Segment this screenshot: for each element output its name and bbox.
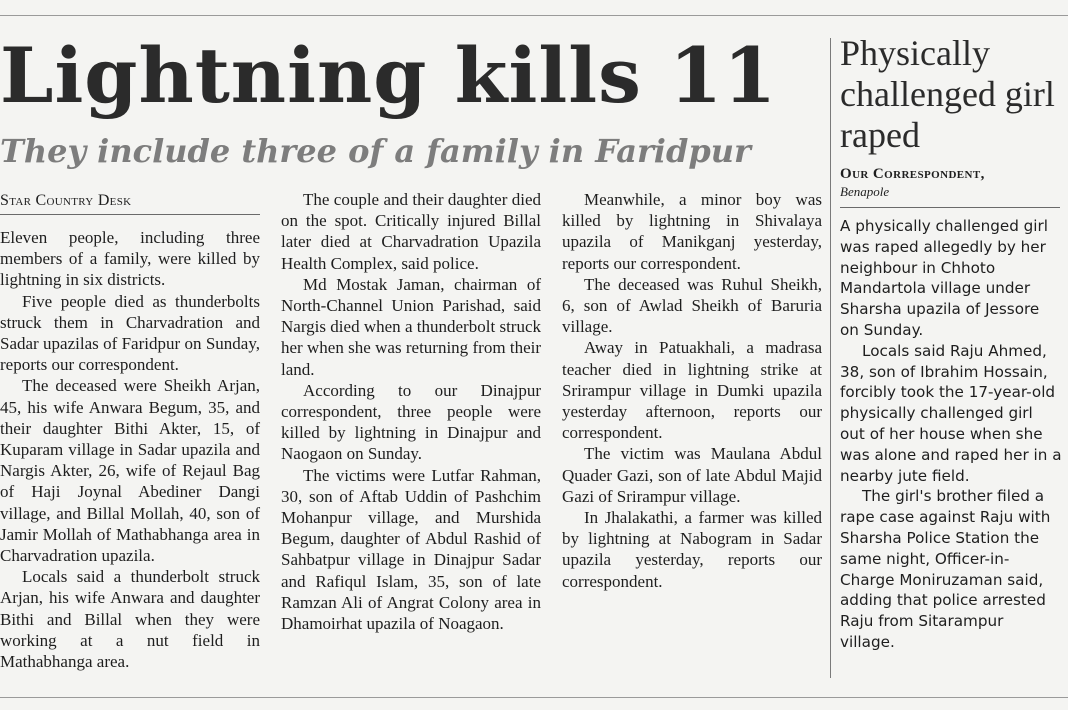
article-column-2 <box>281 189 541 634</box>
side-paragraph: The girl's brother filed a rape case against Raju with Sharsha Police Station the same night, Officer-in-Charge Moniruzaman said, adding that police arrested Raju from Sitarampur village. <box>840 487 1051 651</box>
article-paragraph: In Jhalakathi, a farmer was killed by lightning at Nabogram in Sadar upazila yesterday, reports our correspondent. <box>562 508 822 591</box>
side-dateline: Benapole <box>840 184 890 199</box>
article-paragraph: According to our Dinajpur correspondent, three people were killed by lightning in Dinajpur and Naogaon on Sunday. <box>281 380 541 464</box>
side-paragraph: A physically challenged girl was raped allegedly by her neighbour in Chhoto Mandartola village under Sharsha upazila of Jessore on Sunday. <box>840 217 1048 339</box>
side-headline: Physically challenged girl raped <box>840 33 1055 155</box>
side-paragraph: Locals said Raju Ahmed, 38, son of Ibrahim Hossain, forcibly took the 17-year-old physically challenged girl out of her house when she was alone and raped her in a nearby jute field. <box>840 341 1062 485</box>
top-rule <box>0 15 1068 16</box>
article-paragraph: The deceased was Ruhul Sheikh, 6, son of Awlad Sheikh of Baruria village. <box>562 274 822 337</box>
article-paragraph: Eleven people, including three members of a family, were killed by lightning in six districts. <box>0 228 260 290</box>
article-paragraph: Away in Patuakhali, a madrasa teacher died in lightning strike at Srirampur village in Dumki upazila yesterday afternoon, reports our correspondent. <box>562 338 822 443</box>
side-byline: Our Correspondent, <box>840 166 985 182</box>
article-paragraph: The deceased were Sheikh Arjan, 45, his wife Anwara Begum, 35, and their daughter Bithi Akter, 15, of Kuparam village in Sadar upazila and Nargis Akter, 26, wife of Rejaul Bag of Haji Joynal Abediner Dangi village, and Billal Mollah, 40, son of Jamir Mollah of Mathabhanga area in Charvadration upazila. <box>0 376 260 566</box>
article-paragraph: Locals said a thunderbolt struck Arjan, his wife Anwara and daughter Bithi and Billal when they were working at a nut field in Mathabhanga area. <box>0 567 260 672</box>
column-divider <box>830 38 831 678</box>
main-headline: Lightning kills 11 <box>0 31 778 120</box>
side-byline-rule <box>840 207 1060 208</box>
main-byline: Star Country Desk <box>0 191 260 215</box>
article-paragraph: The victims were Lutfar Rahman, 30, son of Aftab Uddin of Pashchim Mohanpur village, and Murshida Begum, daughter of Abdul Rashid of Sahbatpur village in Dinajpur Sadar and Rafiqul Islam, 35, son of late Ramzan Ali of Angrat Colony area in Dhamoirhat upazila of Noagaon. <box>281 465 541 634</box>
article-paragraph: Meanwhile, a minor boy was killed by lightning in Shivalaya upazila of Manikganj yesterday, reports our correspondent. <box>562 190 822 273</box>
article-paragraph: Five people died as thunderbolts struck them in Charvadration and Sadar upazilas of Faridpur on Sunday, reports our correspondent. <box>0 291 260 375</box>
article-column-3 <box>562 189 822 592</box>
article-column-1 <box>0 227 260 672</box>
article-paragraph: The couple and their daughter died on the spot. Critically injured Billal later died at Charvadration Upazila Health Complex, said police. <box>281 190 541 273</box>
bottom-rule <box>0 697 1068 698</box>
main-subheadline: They include three of a family in Faridpur <box>0 132 751 170</box>
article-paragraph: Md Mostak Jaman, chairman of North-Channel Union Parishad, said Nargis died when a thunderbolt struck her when she was returning from their land. <box>281 274 541 379</box>
side-article-column <box>840 216 1062 653</box>
article-paragraph: The victim was Maulana Abdul Quader Gazi, son of late Abdul Majid Gazi of Srirampur village. <box>562 444 822 506</box>
